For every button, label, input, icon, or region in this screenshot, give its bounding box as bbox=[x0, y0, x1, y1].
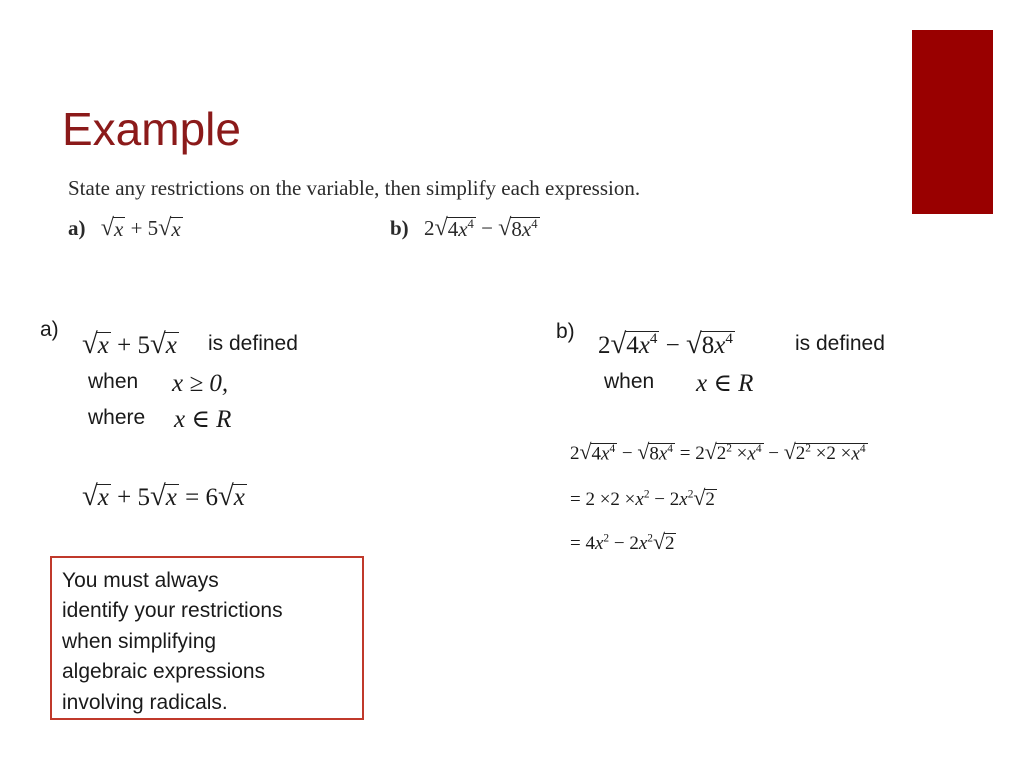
problem-a-expression: √ x + 5 √ x bbox=[100, 214, 181, 242]
part-a-simplification: √ x + 5 √ x = 6 √ x bbox=[82, 480, 245, 512]
part-a-defined-text: is defined bbox=[208, 332, 298, 355]
part-a-where-text: where bbox=[88, 406, 146, 429]
part-a-label: a) bbox=[40, 318, 59, 341]
callout-line: algebraic expressions bbox=[62, 660, 266, 684]
problem-b-label: b) bbox=[390, 216, 409, 240]
callout-line: identify your restrictions bbox=[62, 599, 283, 623]
instruction-text: State any restrictions on the variable, then simplify each expression. bbox=[68, 176, 641, 200]
part-b-label: b) bbox=[556, 320, 575, 343]
problem-b-expression: 2 √ $4x^4$ − √ $8x^4$ bbox=[423, 214, 538, 242]
part-a-expression: √ x + 5 √ x bbox=[82, 328, 177, 360]
restriction-callout bbox=[50, 556, 364, 720]
problem-a-label: a) bbox=[68, 216, 86, 240]
part-b-step-2: = $2 \times 2 \times x^2 - 2x^2$ √ 2 bbox=[570, 486, 715, 510]
slide-title: Example bbox=[62, 103, 241, 155]
part-b-expression: 2 √ $4x^4$ − √ $8x^4$ bbox=[598, 328, 733, 360]
part-b-defined-text: is defined bbox=[795, 332, 885, 355]
part-b-step-1: 2 √ $4x^4$ − √ $8x^4$ = 2 √ $2^2 \times x^4$ − √ $2^2 \times 2 \times x^4$ bbox=[570, 440, 866, 464]
part-b-step-3: = $4x^2 - 2x^2$ √ 2 bbox=[570, 530, 675, 554]
part-a-condition: x ≥ 0, bbox=[172, 370, 229, 397]
callout-line: when simplifying bbox=[62, 629, 217, 653]
part-a-domain: x ∈ R bbox=[174, 406, 232, 433]
problem-b-statement bbox=[390, 216, 540, 241]
problem-a-statement bbox=[68, 216, 183, 241]
part-b-domain: x ∈ R bbox=[696, 370, 754, 397]
part-a-when-text: when bbox=[88, 370, 139, 393]
callout-line: You must always bbox=[62, 569, 219, 592]
callout-line: involving radicals. bbox=[62, 690, 228, 714]
accent-bar bbox=[912, 30, 993, 214]
part-b-when-text: when bbox=[604, 370, 655, 393]
